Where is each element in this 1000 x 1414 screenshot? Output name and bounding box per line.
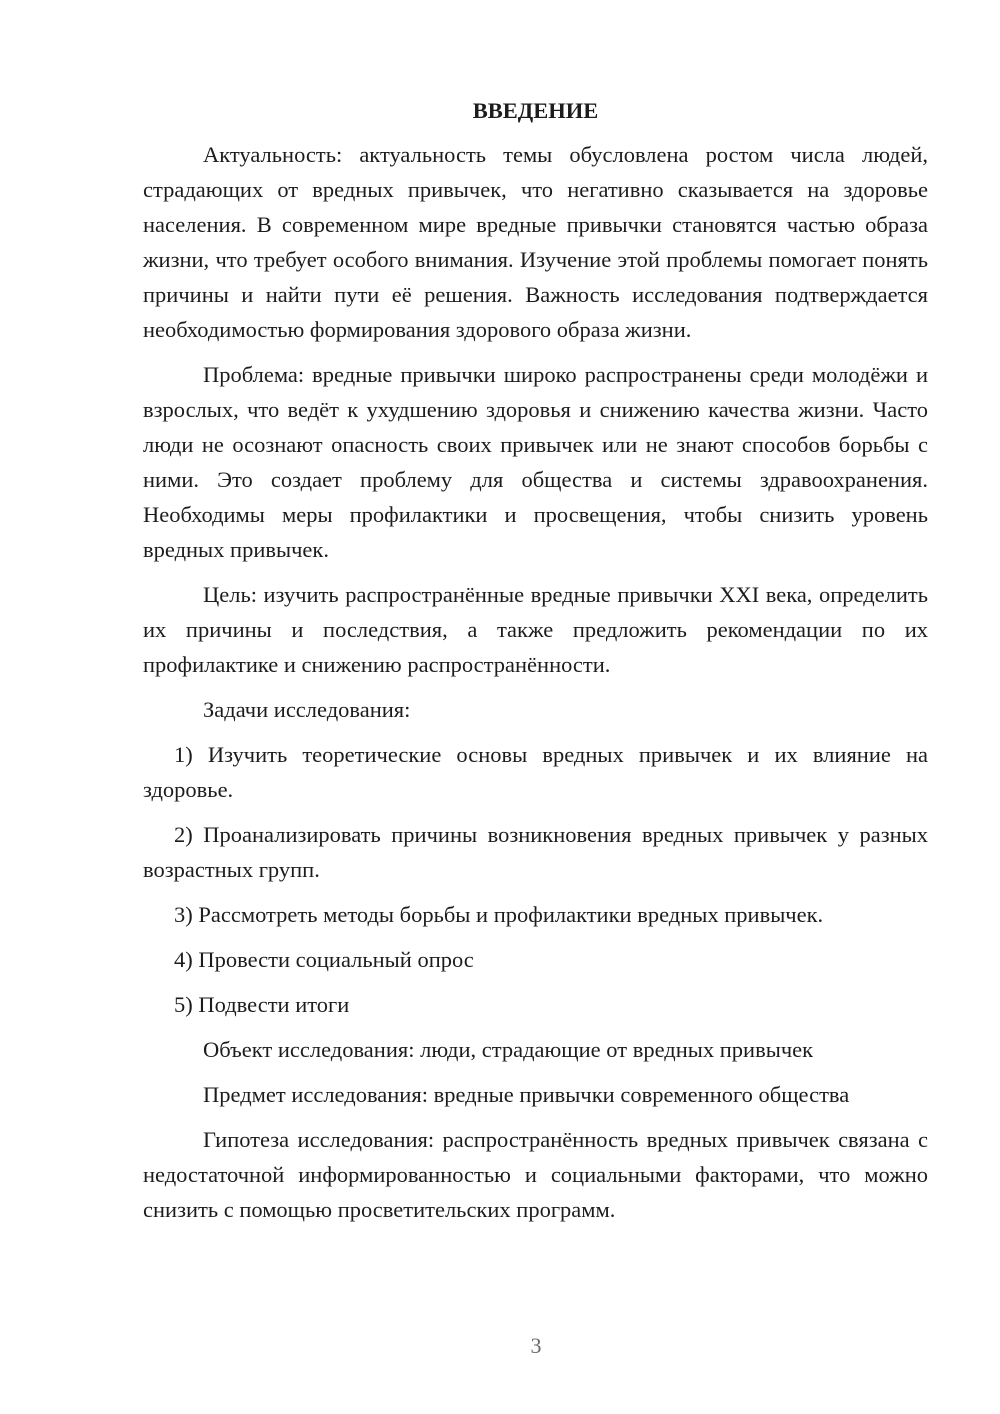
task-item: 3) Рассмотреть методы борьбы и профилактики вредных привычек. bbox=[174, 902, 824, 927]
task-item: 2) Проанализировать причины возникновения вредных привычек у разных возрастных групп. bbox=[143, 822, 928, 882]
relevance-paragraph: Актуальность: актуальность темы обусловлена ростом числа людей, страдающих от вредных привычек, что негативно сказывается на здоровье населения. В современном мире вредные привычки становятся частью образа жизни, что требует особого внимания. Изучение этой проблемы помогает понять причины и найти пути её решения. Важность исследования подтверждается необходимостью формирования здорового образа жизни. bbox=[143, 142, 928, 342]
tasks-title: Задачи исследования: bbox=[203, 697, 411, 722]
task-item: 1) Изучить теоретические основы вредных привычек и их влияние на здоровье. bbox=[143, 742, 928, 802]
goal-paragraph: Цель: изучить распространённые вредные привычки XXI века, определить их причины и последствия, а также предложить рекомендации по их профилактике и снижению распространённости. bbox=[143, 582, 928, 677]
problem-paragraph: Проблема: вредные привычки широко распространены среди молодёжи и взрослых, что ведёт к ухудшению здоровья и снижению качества жизни. Часто люди не осознают опасность своих привычек или не знают способов борьбы с ними. Это создает проблему для общества и системы здравоохранения. Необходимы меры профилактики и просвещения, чтобы снизить уровень вредных привычек. bbox=[143, 362, 928, 562]
task-item: 5) Подвести итоги bbox=[174, 992, 350, 1017]
page-body bbox=[143, 95, 928, 1237]
object-paragraph: Объект исследования: люди, страдающие от вредных привычек bbox=[203, 1037, 814, 1062]
hypothesis-paragraph: Гипотеза исследования: распространённость вредных привычек связана с недостаточной информированностью и социальными факторами, что можно снизить с помощью просветительских программ. bbox=[143, 1127, 928, 1222]
task-item: 4) Провести социальный опрос bbox=[174, 947, 474, 972]
page-number: 3 bbox=[530, 1333, 542, 1358]
page-title: ВВЕДЕНИЕ bbox=[472, 98, 599, 123]
subject-paragraph: Предмет исследования: вредные привычки современного общества bbox=[203, 1082, 850, 1107]
